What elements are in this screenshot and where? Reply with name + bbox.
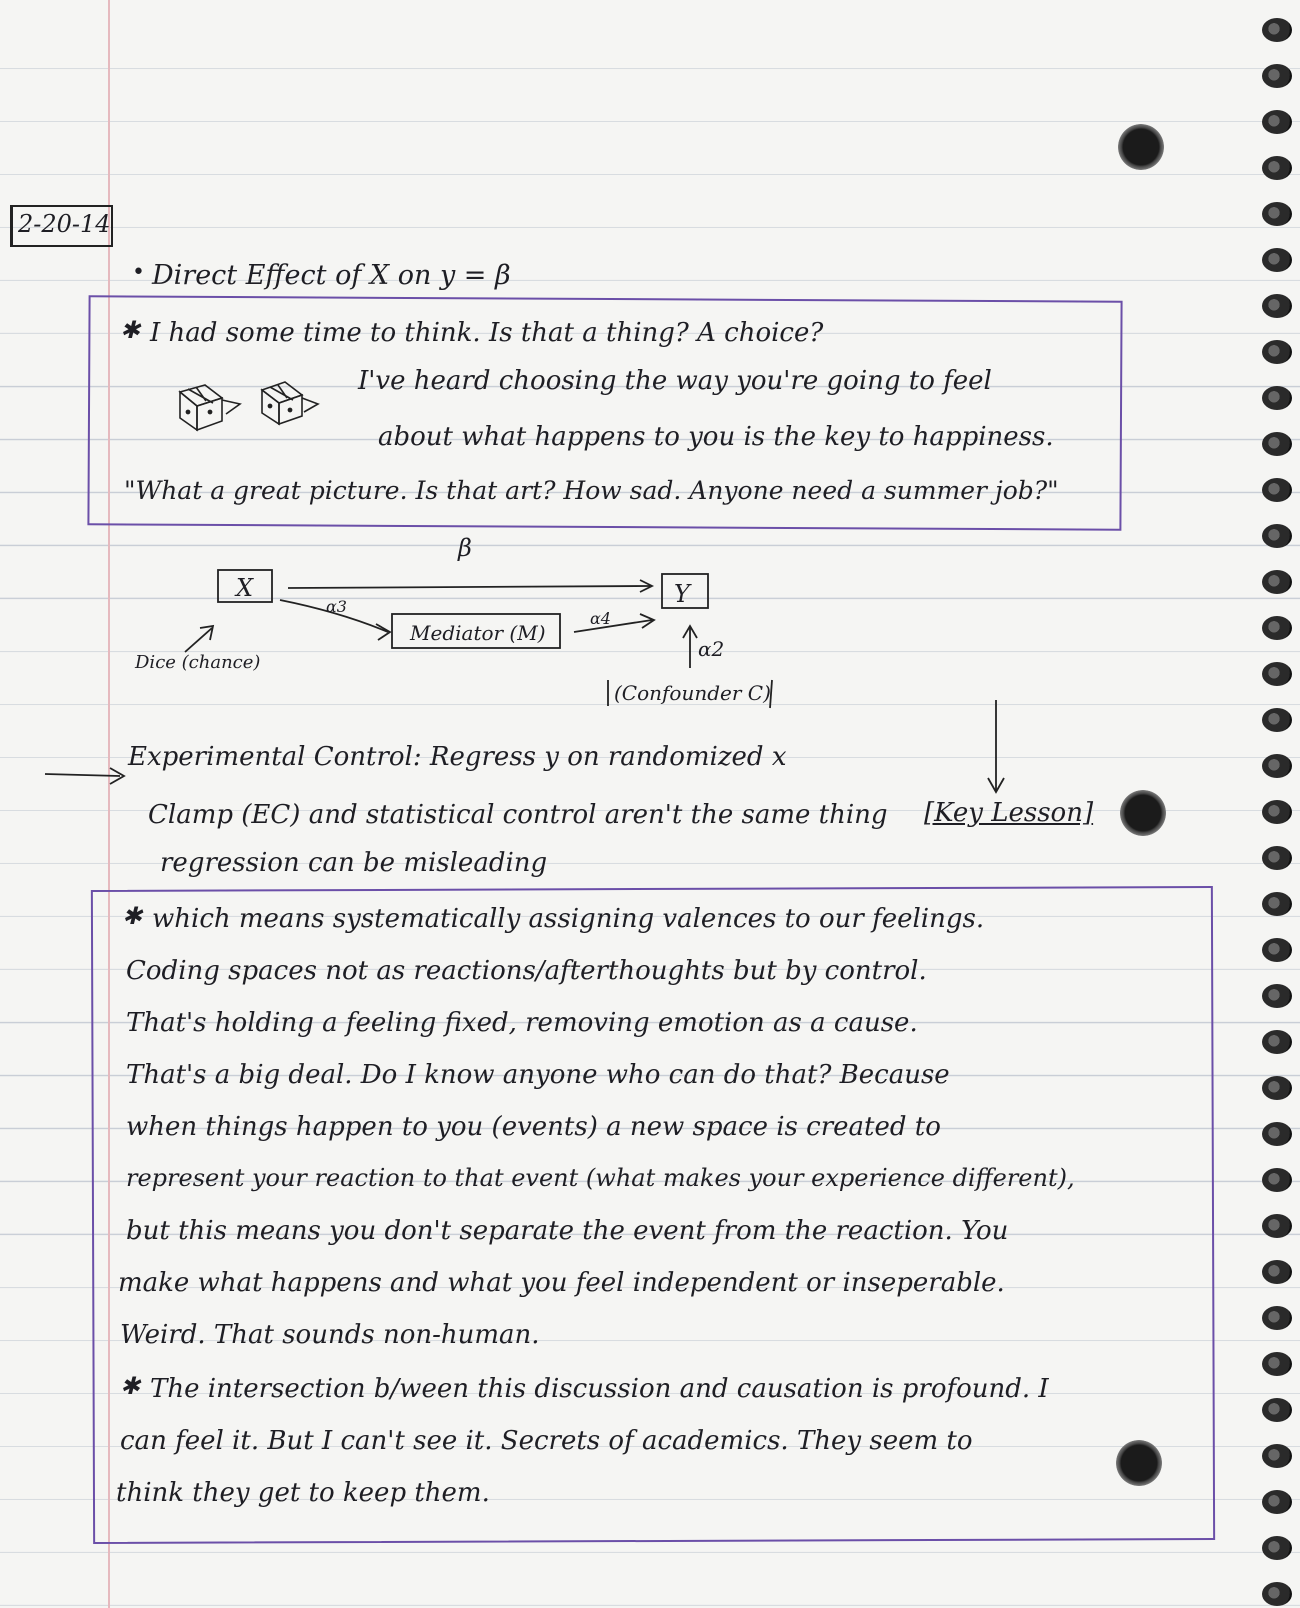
confounder-label: (Confounder C) — [614, 681, 771, 705]
mediator-label: Mediator (M) — [410, 621, 546, 645]
box2-line-4: That's a big deal. Do I know anyone who can do that? Because — [126, 1060, 950, 1090]
spiral-ring — [1262, 1306, 1292, 1330]
alpha4-arrow — [574, 620, 652, 632]
spiral-ring — [1262, 524, 1292, 548]
spiral-ring — [1262, 110, 1292, 134]
beta-arrow — [288, 586, 650, 588]
spiral-ring — [1262, 478, 1292, 502]
spiral-ring — [1262, 754, 1292, 778]
alpha2-arrowhead — [683, 626, 697, 638]
y-node-box — [662, 574, 708, 608]
spiral-ring — [1262, 1582, 1292, 1606]
x-node-label: X — [236, 574, 254, 602]
binder-hole — [1118, 124, 1164, 170]
box2-line-3: That's holding a feeling fixed, removing emotion as a cause. — [126, 1008, 918, 1038]
x-node-box — [218, 570, 272, 602]
box2-line-5: when things happen to you (events) a new space is created to — [126, 1112, 941, 1142]
spiral-ring — [1262, 1168, 1292, 1192]
spiral-ring — [1262, 1076, 1292, 1100]
star-icon: ✱ — [122, 902, 143, 930]
box2-line-11: can feel it. But I can't see it. Secrets of academics. They seem to — [120, 1426, 973, 1456]
spiral-ring — [1262, 800, 1292, 824]
spiral-ring — [1262, 202, 1292, 226]
spiral-ring — [1262, 616, 1292, 640]
alpha3-label: α3 — [326, 597, 347, 616]
spiral-ring — [1262, 662, 1292, 686]
beta-arrowhead — [640, 580, 652, 592]
dice-chance-label: Dice (chance) — [135, 652, 261, 673]
y-node-label: Y — [674, 580, 690, 608]
spiral-ring — [1262, 432, 1292, 456]
spiral-ring — [1262, 156, 1292, 180]
spiral-ring — [1262, 1214, 1292, 1238]
star-icon: ✱ — [120, 1372, 141, 1400]
regression-line: regression can be misleading — [160, 848, 548, 878]
spiral-ring — [1262, 248, 1292, 272]
down-arrowhead — [988, 778, 1004, 792]
spiral-ring — [1262, 1352, 1292, 1376]
spiral-ring — [1262, 1536, 1292, 1560]
spiral-ring — [1262, 984, 1292, 1008]
box1-line3: about what happens to you is the key to happiness. — [378, 422, 1054, 452]
bullet-dot: • — [132, 260, 145, 285]
spiral-ring — [1262, 708, 1292, 732]
alpha3-arrow — [280, 600, 388, 632]
spiral-ring — [1262, 1030, 1292, 1054]
spiral-ring — [1262, 294, 1292, 318]
spiral-ring — [1262, 1490, 1292, 1514]
binder-hole — [1120, 790, 1166, 836]
mediator-node-box — [392, 614, 560, 648]
box2-line-8: make what happens and what you feel independent or inseperable. — [118, 1268, 1005, 1298]
spiral-ring — [1262, 570, 1292, 594]
spiral-ring — [1262, 1122, 1292, 1146]
spiral-ring — [1262, 1260, 1292, 1284]
box2-line-6: represent your reaction to that event (what makes your experience different), — [126, 1164, 1075, 1192]
star-icon: ✱ — [120, 316, 141, 344]
date-text: 2-20-14 — [18, 210, 111, 238]
alpha4-arrowhead — [640, 614, 654, 628]
spiral-ring — [1262, 846, 1292, 870]
alpha2-label: α2 — [698, 637, 725, 661]
spiral-ring — [1262, 18, 1292, 42]
alpha3-arrowhead — [376, 624, 390, 640]
clamp-line: Clamp (EC) and statistical control aren't the same thing — [148, 800, 888, 830]
experimental-control-line: Experimental Control: Regress y on randomized x — [128, 742, 787, 772]
box2-line-12: think they get to keep them. — [116, 1478, 490, 1508]
dice-arrowhead — [200, 626, 213, 640]
spiral-ring — [1262, 1398, 1292, 1422]
box2-line-2: Coding spaces not as reactions/afterthoughts but by control. — [126, 956, 927, 986]
spiral-ring — [1262, 386, 1292, 410]
spiral-ring — [1262, 938, 1292, 962]
box1-line2: I've heard choosing the way you're going to feel — [358, 366, 992, 396]
spiral-ring — [1262, 64, 1292, 88]
box2-line-1: which means systematically assigning valences to our feelings. — [152, 904, 985, 934]
box1-line4: "What a great picture. Is that art? How sad. Anyone need a summer job?" — [124, 476, 1059, 505]
box2-line-9: Weird. That sounds non-human. — [120, 1320, 540, 1350]
spiral-ring — [1262, 1444, 1292, 1468]
key-lesson-label: [Key Lesson] — [924, 798, 1094, 828]
alpha4-label: α4 — [590, 609, 611, 628]
direct-effect-heading: Direct Effect of X on y = β — [152, 260, 511, 291]
spiral-ring — [1262, 892, 1292, 916]
beta-label: β — [458, 534, 472, 562]
box2-line-10: The intersection b/ween this discussion and causation is profound. I — [150, 1374, 1049, 1404]
dice-arrow — [185, 628, 212, 652]
spiral-ring — [1262, 340, 1292, 364]
binder-hole — [1116, 1440, 1162, 1486]
box2-line-7: but this means you don't separate the event from the reaction. You — [126, 1216, 1009, 1246]
box1-line1: I had some time to think. Is that a thing? A choice? — [150, 318, 824, 348]
